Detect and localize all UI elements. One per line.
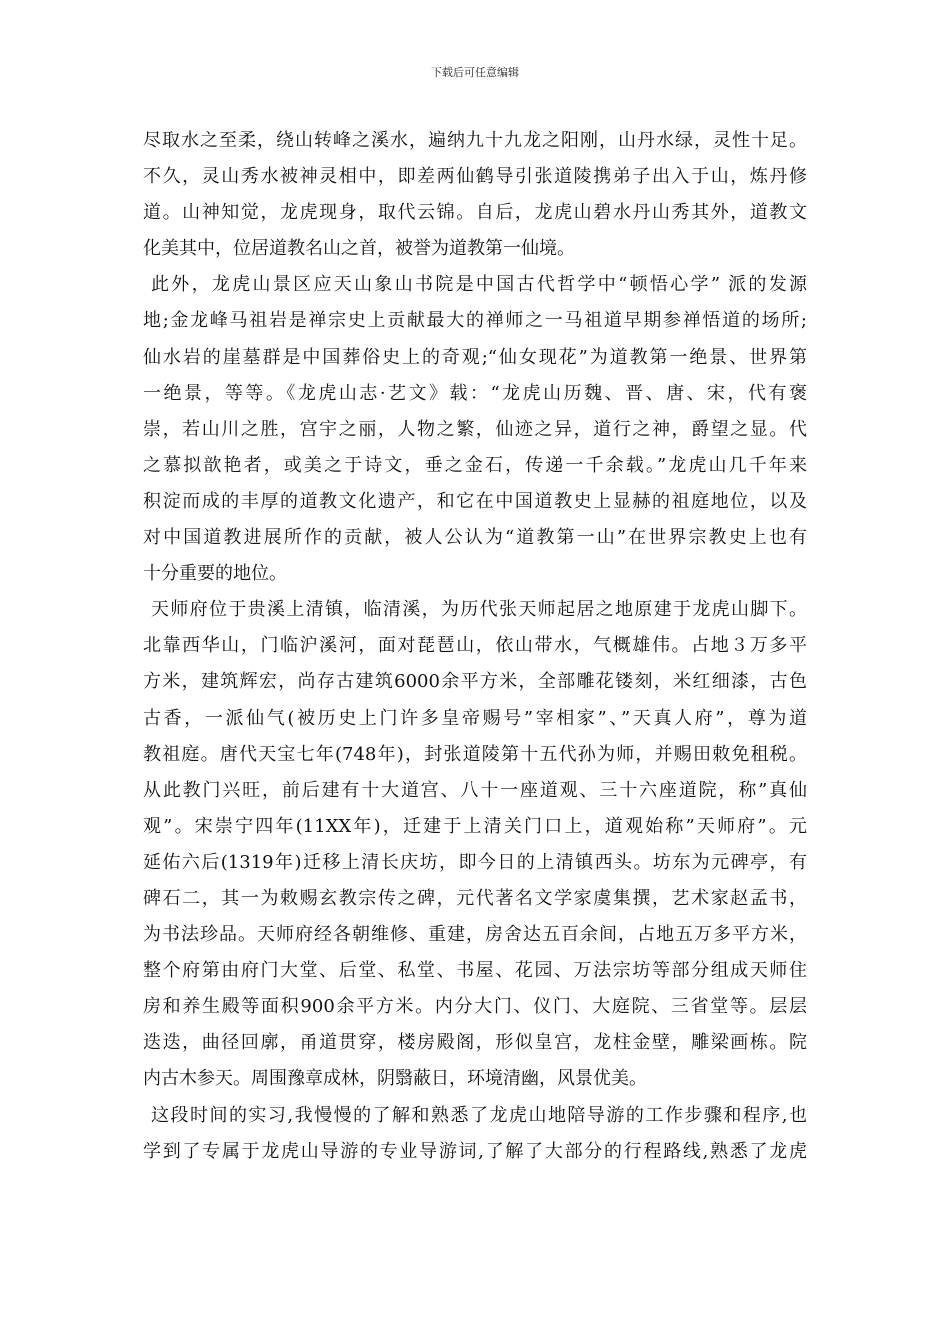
- text-line: 仙水岩的崖墓群是中国葬俗史上的奇观;“仙女现花”为道教第一绝景、世界第: [143, 346, 807, 368]
- text-line: 北靠西华山，门临沪溪河，面对琵琶山，依山带水，气概雄伟。占地３万多平: [143, 635, 807, 657]
- text-line: 天师府位于贵溪上清镇，临清溪，为历代张天师起居之地原建于龙虎山脚下。: [151, 599, 807, 621]
- text-line: 教祖庭。唐代天宝七年(748年)，封张道陵第十五代孙为师，并赐田敕免租税。: [143, 743, 807, 765]
- text-line: 古香，一派仙气(被历史上门许多皇帝赐号”宰相家”、”天真人府”，尊为道: [143, 707, 807, 729]
- text-line: 不久，灵山秀水被神灵相中，即差两仙鹤导引张道陵携弟子出入于山，炼丹修: [143, 166, 807, 188]
- text-line: 学到了专属于龙虎山导游的专业导游词,了解了大部分的行程路线,熟悉了龙虎: [143, 1140, 807, 1162]
- text-line: 为书法珍品。天师府经各朝维修、重建，房舍达五百余间，占地五万多平方米，: [143, 924, 807, 946]
- text-line: 此外，龙虎山景区应天山象山书院是中国古代哲学中“顿悟心学” 派的发源: [151, 274, 807, 296]
- text-line: 这段时间的实习,我慢慢的了解和熟悉了龙虎山地陪导游的工作步骤和程序,也: [151, 1104, 807, 1126]
- text-line: 一绝景，等等。《龙虎山志·艺文》载：“龙虎山历魏、晋、唐、宋，代有褒: [143, 382, 807, 404]
- paragraph-2: [143, 267, 807, 592]
- text-line: 碑石二，其一为敕赐玄教宗传之碑，元代著名文学家虞集撰，艺术家赵孟书，: [143, 887, 807, 909]
- text-line: 方米，建筑辉宏，尚存古建筑6000余平方米，全部雕花镂刻，米红细漆，古色: [143, 671, 807, 693]
- text-line: 迭迭，曲径回廓，甬道贯穿，楼房殿阁，形似皇宫，龙柱金壁，雕梁画栋。院: [143, 1032, 807, 1054]
- paragraph-1: [143, 123, 807, 267]
- text-line: 尽取水之至柔，绕山转峰之溪水，遍纳九十九龙之阳刚，山丹水绿，灵性十足。: [143, 130, 807, 151]
- page-header: 下载后可任意编辑: [431, 66, 519, 79]
- text-line: 内古木参天。周围豫章成林，阴翳蔽日，环境清幽，风景优美。: [143, 1068, 647, 1090]
- paragraph-3: [143, 592, 807, 1097]
- text-line: 道。山神知觉，龙虎现身，取代云锦。自后，龙虎山碧水丹山秀其外，道教文: [143, 202, 807, 224]
- text-line: 对中国道教进展所作的贡献，被人公认为“道教第一山”在世界宗教史上也有: [143, 527, 807, 549]
- text-line: 延佑六后(1319年)迁移上清长庆坊，即今日的上清镇西头。坊东为元碑亭，有: [143, 851, 807, 873]
- text-line: 整个府第由府门大堂、后堂、私堂、书屋、花园、万法宗坊等部分组成天师住: [143, 960, 807, 982]
- text-line: 化美其中，位居道教名山之首，被誉为道教第一仙境。: [143, 238, 575, 260]
- text-line: 十分重要的地位。: [143, 563, 287, 585]
- text-line: 之慕拟歆艳者，或美之于诗文，垂之金石，传递一千余载。”龙虎山几千年来: [143, 454, 807, 476]
- text-line: 崇，若山川之胜，宫宇之丽，人物之繁，仙迹之异，道行之神，爵望之显。代: [143, 418, 807, 440]
- body-text: [143, 123, 807, 1170]
- text-line: 房和养生殿等面积900余平方米。内分大门、仪门、大庭院、三省堂等。层层: [143, 996, 807, 1018]
- text-line: 从此教门兴旺，前后建有十大道宫、八十一座道观、三十六座道院，称”真仙: [143, 779, 807, 801]
- paragraph-4: [143, 1098, 807, 1170]
- text-line: 积淀而成的丰厚的道教文化遗产，和它在中国道教史上显赫的祖庭地位，以及: [143, 490, 807, 512]
- text-line: 观”。宋崇宁四年(11XX年)，迁建于上清关门口上，道观始称”天师府”。元: [143, 815, 807, 837]
- text-line: 地;金龙峰马祖岩是禅宗史上贡献最大的禅师之一马祖道早期参禅悟道的场所;: [143, 310, 807, 332]
